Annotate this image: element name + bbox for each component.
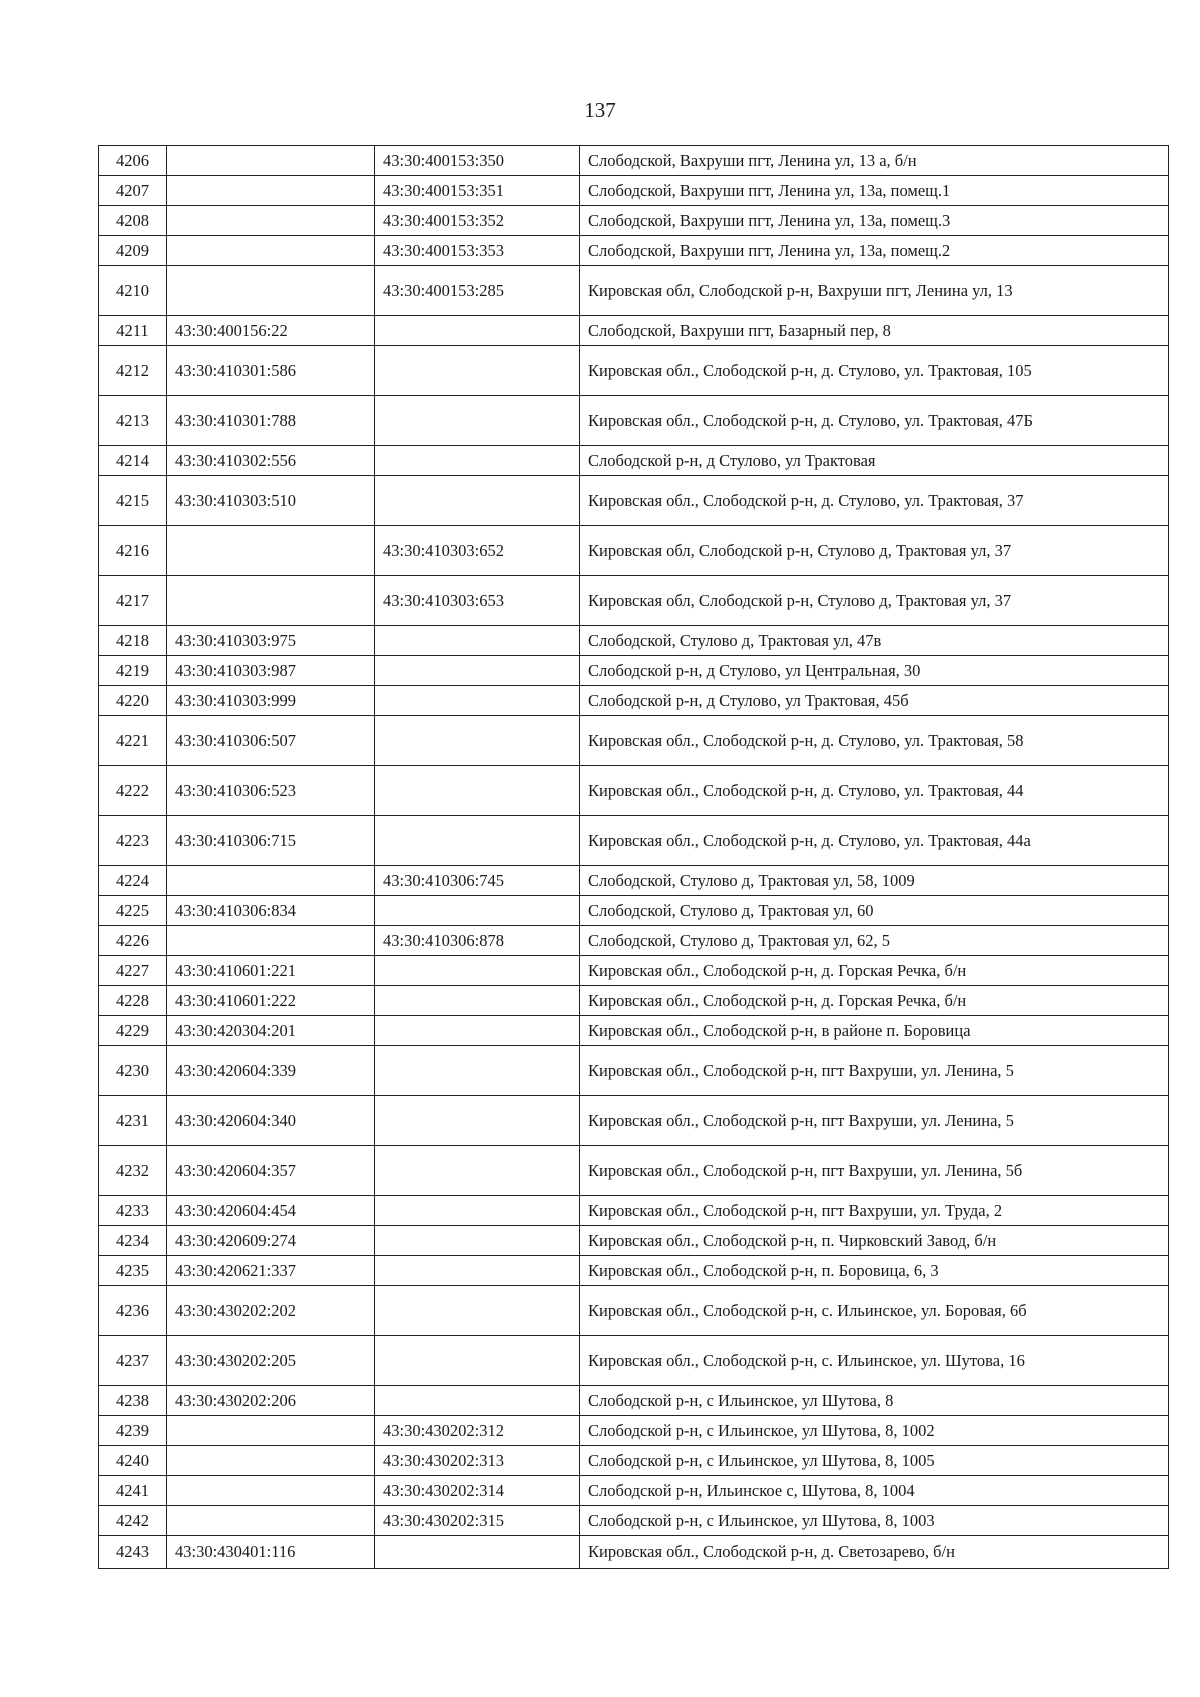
land-cadastral-number-cell: 43:30:410301:788 bbox=[167, 396, 375, 446]
table-row bbox=[99, 236, 1169, 266]
table-row bbox=[99, 1336, 1169, 1386]
address-cell: Слободской, Вахруши пгт, Базарный пер, 8 bbox=[580, 316, 1169, 346]
building-cadastral-number-cell bbox=[375, 1256, 580, 1286]
address-cell: Кировская обл., Слободской р-н, д. Горская Речка, б/н bbox=[580, 956, 1169, 986]
row-number-cell: 4226 bbox=[99, 926, 167, 956]
address-cell: Слободской, Вахруши пгт, Ленина ул, 13 а, б/н bbox=[580, 146, 1169, 176]
address-cell: Кировская обл., Слободской р-н, пгт Вахруши, ул. Ленина, 5б bbox=[580, 1146, 1169, 1196]
building-cadastral-number-cell bbox=[375, 766, 580, 816]
address-cell: Кировская обл., Слободской р-н, д. Стулово, ул. Трактовая, 105 bbox=[580, 346, 1169, 396]
row-number-cell: 4233 bbox=[99, 1196, 167, 1226]
building-cadastral-number-cell bbox=[375, 316, 580, 346]
address-cell: Кировская обл, Слободской р-н, Стулово д, Трактовая ул, 37 bbox=[580, 526, 1169, 576]
table-row bbox=[99, 1256, 1169, 1286]
row-number-cell: 4224 bbox=[99, 866, 167, 896]
building-cadastral-number-cell bbox=[375, 956, 580, 986]
address-cell: Кировская обл., Слободской р-н, д. Горская Речка, б/н bbox=[580, 986, 1169, 1016]
building-cadastral-number-cell bbox=[375, 1226, 580, 1256]
table-row bbox=[99, 1226, 1169, 1256]
row-number-cell: 4242 bbox=[99, 1506, 167, 1536]
row-number-cell: 4231 bbox=[99, 1096, 167, 1146]
table-row bbox=[99, 476, 1169, 526]
address-cell: Слободской, Стулово д, Трактовая ул, 60 bbox=[580, 896, 1169, 926]
registry-table bbox=[98, 145, 1169, 1569]
row-number-cell: 4222 bbox=[99, 766, 167, 816]
table-row bbox=[99, 526, 1169, 576]
row-number-cell: 4240 bbox=[99, 1446, 167, 1476]
building-cadastral-number-cell bbox=[375, 656, 580, 686]
land-cadastral-number-cell: 43:30:420621:337 bbox=[167, 1256, 375, 1286]
building-cadastral-number-cell bbox=[375, 1146, 580, 1196]
building-cadastral-number-cell: 43:30:430202:312 bbox=[375, 1416, 580, 1446]
land-cadastral-number-cell: 43:30:410302:556 bbox=[167, 446, 375, 476]
row-number-cell: 4223 bbox=[99, 816, 167, 866]
building-cadastral-number-cell bbox=[375, 686, 580, 716]
address-cell: Кировская обл., Слободской р-н, с. Ильинское, ул. Шутова, 16 bbox=[580, 1336, 1169, 1386]
row-number-cell: 4216 bbox=[99, 526, 167, 576]
table-row bbox=[99, 146, 1169, 176]
building-cadastral-number-cell: 43:30:430202:314 bbox=[375, 1476, 580, 1506]
address-cell: Кировская обл., Слободской р-н, п. Чирковский Завод, б/н bbox=[580, 1226, 1169, 1256]
table-row bbox=[99, 396, 1169, 446]
land-cadastral-number-cell: 43:30:410303:510 bbox=[167, 476, 375, 526]
address-cell: Кировская обл., Слободской р-н, пгт Вахруши, ул. Ленина, 5 bbox=[580, 1046, 1169, 1096]
row-number-cell: 4211 bbox=[99, 316, 167, 346]
land-cadastral-number-cell: 43:30:430202:202 bbox=[167, 1286, 375, 1336]
table-row bbox=[99, 866, 1169, 896]
address-cell: Слободской р-н, с Ильинское, ул Шутова, 8, 1003 bbox=[580, 1506, 1169, 1536]
row-number-cell: 4209 bbox=[99, 236, 167, 266]
table-row bbox=[99, 1286, 1169, 1336]
table-row bbox=[99, 206, 1169, 236]
address-cell: Кировская обл, Слободской р-н, Вахруши пгт, Ленина ул, 13 bbox=[580, 266, 1169, 316]
building-cadastral-number-cell bbox=[375, 1536, 580, 1569]
building-cadastral-number-cell bbox=[375, 1046, 580, 1096]
building-cadastral-number-cell bbox=[375, 1336, 580, 1386]
row-number-cell: 4235 bbox=[99, 1256, 167, 1286]
address-cell: Кировская обл., Слободской р-н, д. Стулово, ул. Трактовая, 37 bbox=[580, 476, 1169, 526]
land-cadastral-number-cell: 43:30:410601:222 bbox=[167, 986, 375, 1016]
row-number-cell: 4243 bbox=[99, 1536, 167, 1569]
building-cadastral-number-cell bbox=[375, 446, 580, 476]
table-row bbox=[99, 346, 1169, 396]
row-number-cell: 4221 bbox=[99, 716, 167, 766]
row-number-cell: 4206 bbox=[99, 146, 167, 176]
land-cadastral-number-cell: 43:30:430202:205 bbox=[167, 1336, 375, 1386]
land-cadastral-number-cell: 43:30:410306:523 bbox=[167, 766, 375, 816]
land-cadastral-number-cell: 43:30:420604:454 bbox=[167, 1196, 375, 1226]
building-cadastral-number-cell: 43:30:400153:351 bbox=[375, 176, 580, 206]
building-cadastral-number-cell: 43:30:430202:313 bbox=[375, 1446, 580, 1476]
address-cell: Слободской р-н, д Стулово, ул Трактовая, 45б bbox=[580, 686, 1169, 716]
address-cell: Слободской р-н, д Стулово, ул Трактовая bbox=[580, 446, 1169, 476]
row-number-cell: 4210 bbox=[99, 266, 167, 316]
land-cadastral-number-cell: 43:30:410303:999 bbox=[167, 686, 375, 716]
row-number-cell: 4227 bbox=[99, 956, 167, 986]
table-row bbox=[99, 1416, 1169, 1446]
table-row bbox=[99, 686, 1169, 716]
building-cadastral-number-cell bbox=[375, 896, 580, 926]
building-cadastral-number-cell: 43:30:410303:652 bbox=[375, 526, 580, 576]
table-row bbox=[99, 1096, 1169, 1146]
table-row bbox=[99, 716, 1169, 766]
registry-table-body bbox=[99, 146, 1169, 1569]
land-cadastral-number-cell: 43:30:420604:339 bbox=[167, 1046, 375, 1096]
land-cadastral-number-cell: 43:30:420604:340 bbox=[167, 1096, 375, 1146]
land-cadastral-number-cell: 43:30:410306:715 bbox=[167, 816, 375, 866]
row-number-cell: 4238 bbox=[99, 1386, 167, 1416]
address-cell: Кировская обл., Слободской р-н, с. Ильинское, ул. Боровая, 6б bbox=[580, 1286, 1169, 1336]
building-cadastral-number-cell bbox=[375, 716, 580, 766]
address-cell: Кировская обл., Слободской р-н, пгт Вахруши, ул. Труда, 2 bbox=[580, 1196, 1169, 1226]
row-number-cell: 4215 bbox=[99, 476, 167, 526]
land-cadastral-number-cell: 43:30:410306:507 bbox=[167, 716, 375, 766]
building-cadastral-number-cell: 43:30:410306:878 bbox=[375, 926, 580, 956]
row-number-cell: 4212 bbox=[99, 346, 167, 396]
row-number-cell: 4219 bbox=[99, 656, 167, 686]
building-cadastral-number-cell bbox=[375, 1096, 580, 1146]
land-cadastral-number-cell: 43:30:410601:221 bbox=[167, 956, 375, 986]
row-number-cell: 4239 bbox=[99, 1416, 167, 1446]
land-cadastral-number-cell bbox=[167, 526, 375, 576]
building-cadastral-number-cell: 43:30:400153:285 bbox=[375, 266, 580, 316]
table-row bbox=[99, 656, 1169, 686]
building-cadastral-number-cell: 43:30:400153:350 bbox=[375, 146, 580, 176]
land-cadastral-number-cell bbox=[167, 1416, 375, 1446]
row-number-cell: 4207 bbox=[99, 176, 167, 206]
building-cadastral-number-cell: 43:30:400153:352 bbox=[375, 206, 580, 236]
land-cadastral-number-cell bbox=[167, 926, 375, 956]
address-cell: Кировская обл., Слободской р-н, д. Стулово, ул. Трактовая, 47Б bbox=[580, 396, 1169, 446]
land-cadastral-number-cell: 43:30:430401:116 bbox=[167, 1536, 375, 1569]
address-cell: Слободской р-н, д Стулово, ул Центральная, 30 bbox=[580, 656, 1169, 686]
row-number-cell: 4229 bbox=[99, 1016, 167, 1046]
building-cadastral-number-cell: 43:30:410306:745 bbox=[375, 866, 580, 896]
address-cell: Слободской, Вахруши пгт, Ленина ул, 13а, помещ.2 bbox=[580, 236, 1169, 266]
row-number-cell: 4213 bbox=[99, 396, 167, 446]
table-row bbox=[99, 1476, 1169, 1506]
row-number-cell: 4241 bbox=[99, 1476, 167, 1506]
address-cell: Кировская обл., Слободской р-н, п. Боровица, 6, 3 bbox=[580, 1256, 1169, 1286]
building-cadastral-number-cell: 43:30:400153:353 bbox=[375, 236, 580, 266]
table-row bbox=[99, 766, 1169, 816]
row-number-cell: 4237 bbox=[99, 1336, 167, 1386]
address-cell: Кировская обл., Слободской р-н, в районе п. Боровица bbox=[580, 1016, 1169, 1046]
building-cadastral-number-cell bbox=[375, 816, 580, 866]
row-number-cell: 4220 bbox=[99, 686, 167, 716]
building-cadastral-number-cell: 43:30:410303:653 bbox=[375, 576, 580, 626]
table-row bbox=[99, 896, 1169, 926]
land-cadastral-number-cell bbox=[167, 576, 375, 626]
building-cadastral-number-cell bbox=[375, 346, 580, 396]
address-cell: Слободской р-н, с Ильинское, ул Шутова, 8 bbox=[580, 1386, 1169, 1416]
row-number-cell: 4228 bbox=[99, 986, 167, 1016]
land-cadastral-number-cell: 43:30:410306:834 bbox=[167, 896, 375, 926]
building-cadastral-number-cell bbox=[375, 1016, 580, 1046]
address-cell: Слободской, Стулово д, Трактовая ул, 58, 1009 bbox=[580, 866, 1169, 896]
table-row bbox=[99, 176, 1169, 206]
address-cell: Слободской р-н, Ильинское с, Шутова, 8, 1004 bbox=[580, 1476, 1169, 1506]
building-cadastral-number-cell bbox=[375, 1286, 580, 1336]
building-cadastral-number-cell bbox=[375, 986, 580, 1016]
table-row bbox=[99, 626, 1169, 656]
land-cadastral-number-cell bbox=[167, 176, 375, 206]
row-number-cell: 4225 bbox=[99, 896, 167, 926]
page-number: 137 bbox=[584, 98, 616, 122]
land-cadastral-number-cell: 43:30:420609:274 bbox=[167, 1226, 375, 1256]
table-row bbox=[99, 816, 1169, 866]
address-cell: Слободской, Стулово д, Трактовая ул, 47в bbox=[580, 626, 1169, 656]
address-cell: Кировская обл., Слободской р-н, пгт Вахруши, ул. Ленина, 5 bbox=[580, 1096, 1169, 1146]
building-cadastral-number-cell bbox=[375, 626, 580, 656]
land-cadastral-number-cell: 43:30:420604:357 bbox=[167, 1146, 375, 1196]
table-row bbox=[99, 926, 1169, 956]
address-cell: Кировская обл., Слободской р-н, д. Стулово, ул. Трактовая, 44 bbox=[580, 766, 1169, 816]
table-row bbox=[99, 446, 1169, 476]
address-cell: Кировская обл., Слободской р-н, д. Стулово, ул. Трактовая, 44а bbox=[580, 816, 1169, 866]
land-cadastral-number-cell bbox=[167, 866, 375, 896]
table-row bbox=[99, 1386, 1169, 1416]
address-cell: Кировская обл, Слободской р-н, Стулово д, Трактовая ул, 37 bbox=[580, 576, 1169, 626]
address-cell: Кировская обл., Слободской р-н, д. Светозарево, б/н bbox=[580, 1536, 1169, 1569]
building-cadastral-number-cell bbox=[375, 1196, 580, 1226]
land-cadastral-number-cell bbox=[167, 1506, 375, 1536]
row-number-cell: 4234 bbox=[99, 1226, 167, 1256]
table-row bbox=[99, 1446, 1169, 1476]
table-row bbox=[99, 1146, 1169, 1196]
address-cell: Слободской, Вахруши пгт, Ленина ул, 13а, помещ.3 bbox=[580, 206, 1169, 236]
row-number-cell: 4218 bbox=[99, 626, 167, 656]
land-cadastral-number-cell bbox=[167, 146, 375, 176]
land-cadastral-number-cell bbox=[167, 1476, 375, 1506]
table-row bbox=[99, 1196, 1169, 1226]
table-row bbox=[99, 576, 1169, 626]
address-cell: Слободской р-н, с Ильинское, ул Шутова, 8, 1005 bbox=[580, 1446, 1169, 1476]
row-number-cell: 4217 bbox=[99, 576, 167, 626]
land-cadastral-number-cell: 43:30:400156:22 bbox=[167, 316, 375, 346]
table-row bbox=[99, 1016, 1169, 1046]
land-cadastral-number-cell bbox=[167, 206, 375, 236]
row-number-cell: 4208 bbox=[99, 206, 167, 236]
row-number-cell: 4236 bbox=[99, 1286, 167, 1336]
land-cadastral-number-cell: 43:30:410301:586 bbox=[167, 346, 375, 396]
land-cadastral-number-cell bbox=[167, 266, 375, 316]
building-cadastral-number-cell bbox=[375, 1386, 580, 1416]
table-row bbox=[99, 986, 1169, 1016]
address-cell: Кировская обл., Слободской р-н, д. Стулово, ул. Трактовая, 58 bbox=[580, 716, 1169, 766]
table-row bbox=[99, 316, 1169, 346]
table-row bbox=[99, 266, 1169, 316]
table-row bbox=[99, 956, 1169, 986]
table-row bbox=[99, 1536, 1169, 1569]
land-cadastral-number-cell: 43:30:410303:987 bbox=[167, 656, 375, 686]
address-cell: Слободской, Вахруши пгт, Ленина ул, 13а, помещ.1 bbox=[580, 176, 1169, 206]
land-cadastral-number-cell bbox=[167, 1446, 375, 1476]
address-cell: Слободской, Стулово д, Трактовая ул, 62, 5 bbox=[580, 926, 1169, 956]
building-cadastral-number-cell: 43:30:430202:315 bbox=[375, 1506, 580, 1536]
building-cadastral-number-cell bbox=[375, 396, 580, 446]
table-row bbox=[99, 1506, 1169, 1536]
row-number-cell: 4214 bbox=[99, 446, 167, 476]
land-cadastral-number-cell: 43:30:420304:201 bbox=[167, 1016, 375, 1046]
table-row bbox=[99, 1046, 1169, 1096]
row-number-cell: 4230 bbox=[99, 1046, 167, 1096]
building-cadastral-number-cell bbox=[375, 476, 580, 526]
land-cadastral-number-cell: 43:30:430202:206 bbox=[167, 1386, 375, 1416]
land-cadastral-number-cell: 43:30:410303:975 bbox=[167, 626, 375, 656]
land-cadastral-number-cell bbox=[167, 236, 375, 266]
row-number-cell: 4232 bbox=[99, 1146, 167, 1196]
address-cell: Слободской р-н, с Ильинское, ул Шутова, 8, 1002 bbox=[580, 1416, 1169, 1446]
